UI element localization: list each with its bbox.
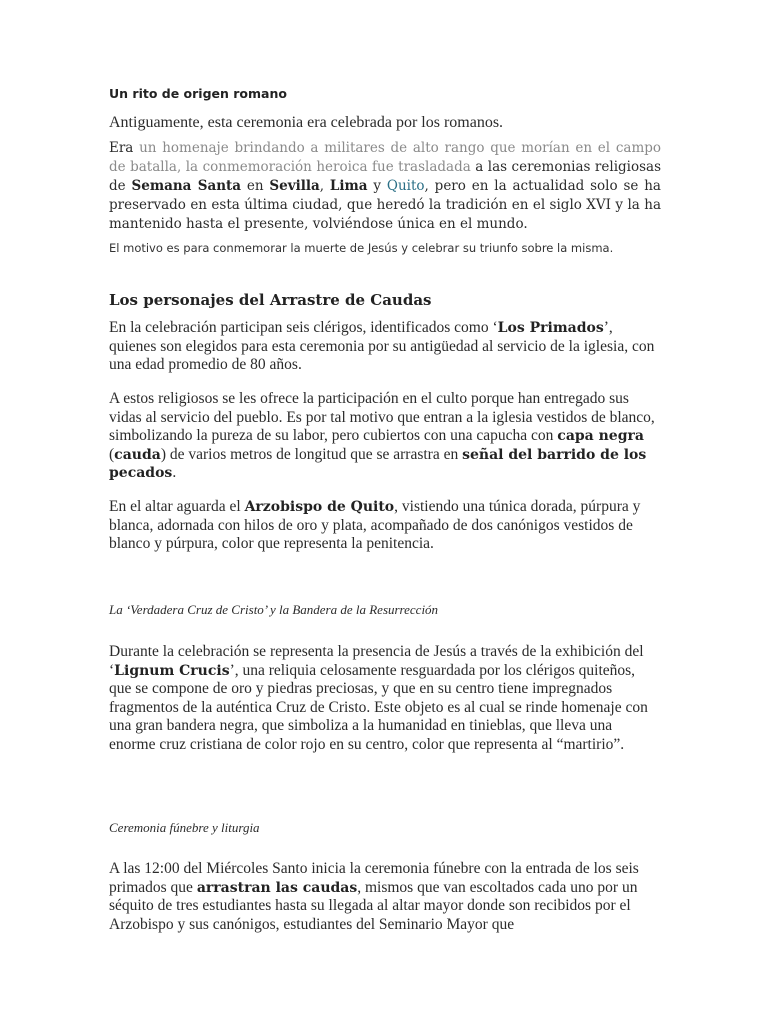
bold-lignum-crucis: Lignum Crucis (114, 662, 230, 679)
text-segment: En la celebración participan seis clérigos, identificados como ‘ (109, 319, 498, 336)
link-quito[interactable]: Quito (386, 178, 425, 194)
bold-lima: Lima (329, 178, 368, 194)
bold-capa-negra: capa negra (557, 428, 644, 444)
bold-cauda: cauda (114, 446, 161, 463)
paragraph-homenaje (109, 139, 661, 234)
text-segment: , pero en la actualidad solo se ha preservado en esta última ciudad, que heredó la tradición en el siglo XVI y la ha mantenido hasta el presente, volviéndose única en el mundo. (109, 178, 661, 232)
text-segment: , vistiendo una túnica dorada, púrpura y blanca, adornada con hilos de oro y plata, acompañado de dos canónigos vestidos de blanco y púrpura, color que representa la penitencia. (109, 498, 641, 552)
text-segment: En el altar aguarda el (109, 498, 245, 515)
text-segment: A las 12:00 del Miércoles Santo inicia la ceremonia fúnebre con la entrada de los seis primados que (109, 860, 639, 896)
paragraph-miercoles-santo (109, 860, 661, 934)
paragraph-lignum-crucis (109, 643, 661, 754)
paragraph-primados (109, 319, 661, 375)
bold-senal-barrido: señal del barrido de los pecados (109, 446, 647, 481)
bold-sevilla: Sevilla (269, 178, 320, 194)
section-heading-verdadera-cruz: La ‘Verdadera Cruz de Cristo’ y la Bandera de la Resurrección (109, 602, 439, 617)
text-segment: , mismos que van escoltados cada uno por un séquito de tres estudiantes hasta su llegada al altar mayor donde son recibidos por el Arzobispo y sus canónigos, estudiantes del Seminario Mayor que (109, 878, 638, 933)
text-segment: y (367, 178, 387, 194)
text-segment: ) de varios metros de longitud que se arrastra en (160, 445, 463, 463)
paragraph-arzobispo (109, 498, 661, 554)
section-heading-origin: Un rito de origen romano (109, 86, 287, 101)
text-segment: Durante la celebración se representa la presencia de Jesús a través de la exhibición del ‘ (109, 643, 644, 679)
paragraph-antiguamente: Antiguamente, esta ceremonia era celebrada por los romanos. (109, 114, 504, 131)
text-segment: a las ceremonias religiosas de (109, 159, 662, 194)
bold-arzobispo-de-quito: Arzobispo de Quito (244, 499, 395, 515)
bold-semana-santa: Semana Santa (131, 178, 241, 194)
text-segment: ’, quienes son elegidos para esta ceremonia por su antigüedad al servicio de la iglesia, con una edad promedio de 80 años. (109, 319, 655, 373)
text-homenaje-gray: un homenaje brindando a militares de alto rango que morían en el campo de batalla, (109, 140, 662, 175)
bold-los-primados: Los Primados (497, 320, 604, 336)
text-segment: en (241, 178, 270, 194)
text-segment: . (172, 464, 177, 481)
text-era: Era (109, 140, 134, 156)
text-segment: ( (109, 445, 115, 463)
section-heading-ceremonia-funebre: Ceremonia fúnebre y liturgia (109, 820, 260, 835)
paragraph-religiosos (109, 390, 661, 483)
section-heading-personajes: Los personajes del Arrastre de Caudas (109, 291, 432, 309)
text-conmemoracion-gray: la conmemoración heroica fue trasladada (185, 159, 471, 175)
paragraph-motivo: El motivo es para conmemorar la muerte de Jesús y celebrar su triunfo sobre la misma. (109, 241, 614, 255)
text-segment: , (319, 178, 330, 194)
bold-arrastran-caudas: arrastran las caudas (196, 879, 358, 896)
text-segment: A estos religiosos se les ofrece la participación en el culto porque han entregado sus vidas al servicio del pueblo. Es por tal motivo que entran a la iglesia vestidos de blanco, simbolizando la pureza de su labor, pero cubiertos con una capucha con (109, 390, 655, 444)
text-segment: ’, una reliquia celosamente resguardada por los clérigos quiteños, que se compone de oro y piedras preciosas, y que en su centro tiene impregnados fragmentos de la auténtica Cruz de Cristo. Este objeto es al cual se rinde homenaje con una gran bandera negra, que simboliza a la humanidad en tinieblas, que lleva una enorme cruz cristiana de color rojo en su centro, color que representa al “martirio”. (109, 661, 648, 753)
